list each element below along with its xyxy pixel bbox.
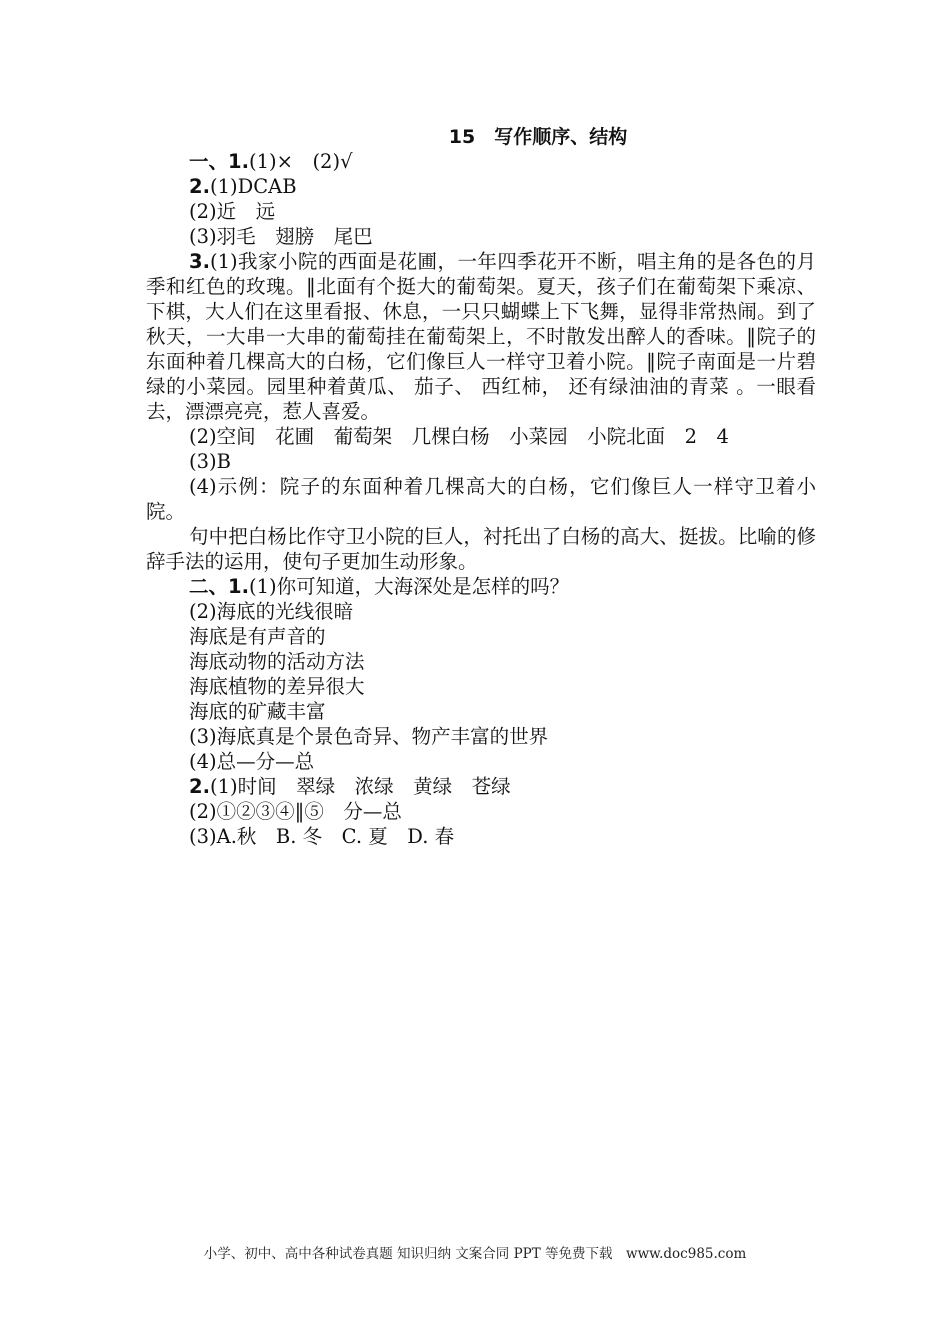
section1-q3-answer-2: (2)空间 花圃 葡萄架 几棵白杨 小菜园 小院北面 2 4 <box>189 425 729 448</box>
section2-q1-answer-2a: (2)海底的光线很暗 <box>189 600 354 623</box>
section1-q2-answer-1: (1)DCAB <box>209 175 297 198</box>
section2-q2 <box>146 774 816 799</box>
section2-q1-answer-2c: 海底动物的活动方法 <box>189 650 365 673</box>
section2-q1-answer-2d: 海底植物的差异很大 <box>189 675 365 698</box>
section1-q3-answer-1: (1)我家小院的西面是花圃，一年四季花开不断，唱主角的是各色的月季和红色的玫瑰。‖北面有个挺大的葡萄架。夏天，孩子们在葡萄架下乘凉、下棋，大人们在这里看报、休息，一只只蝴蝶上下飞舞，显得非常热闹。到了秋天，一大串一大串的葡萄挂在葡萄架上，不时散发出醉人的香味。‖院子的东面种着几棵高大的白杨，它们像巨人一样守卫着小院。‖院子南面是一片碧绿的小菜园。园里种着黄瓜、 茄子、 西红柿， 还有绿油油的青菜 。一眼看去，漂漂亮亮，惹人喜爱。 <box>146 250 816 423</box>
section1-q3-answer-4-explanation: 句中把白杨比作守卫小院的巨人，衬托出了白杨的高大、挺拔。比喻的修辞手法的运用，使句子更加生动形象。 <box>146 525 816 573</box>
section2-q1 <box>146 574 816 599</box>
page-footer: 小学、初中、高中各种试卷真题 知识归纳 文案合同 PPT 等免费下载 www.doc985.com <box>203 1246 747 1262</box>
section1-q1-number: 一、1. <box>189 150 249 173</box>
section2-q1-answer-4: (4)总—分—总 <box>189 750 315 773</box>
section1-q3-part1 <box>146 249 816 424</box>
section1-q2-answer-2: (2)近 远 <box>189 200 276 223</box>
section2-q1-answer-2b: 海底是有声音的 <box>189 625 326 648</box>
section2-q1-answer-1: (1)你可知道，大海深处是怎样的吗？ <box>248 575 570 598</box>
answer-content <box>146 149 816 849</box>
section1-q1-answer: (1)× (2)√ <box>248 150 353 173</box>
section1-q2-answer-3: (3)羽毛 翅膀 尾巴 <box>189 225 373 248</box>
section1-q2 <box>146 174 816 199</box>
section1-q3-answer-4: (4)示例：院子的东面种着几棵高大的白杨，它们像巨人一样守卫着小院。 <box>146 475 816 523</box>
section1-q2-number: 2. <box>189 175 210 198</box>
page-title: 15 写作顺序、结构 <box>448 126 628 148</box>
section2-q2-answer-1: (1)时间 翠绿 浓绿 黄绿 苍绿 <box>209 775 511 798</box>
section2-q1-answer-3: (3)海底真是个景色奇异、物产丰富的世界 <box>189 725 549 748</box>
section1-q3-number: 3. <box>189 250 210 273</box>
section2-q1-number: 二、1. <box>189 575 249 598</box>
section2-q2-number: 2. <box>189 775 210 798</box>
section1-q1 <box>146 149 816 174</box>
section1-q3-answer-3: (3)B <box>189 450 231 473</box>
section2-q2-answer-3: (3)A.秋 B. 冬 C. 夏 D. 春 <box>189 825 455 848</box>
section2-q2-answer-2: (2)①②③④‖⑤ 分—总 <box>189 800 402 823</box>
section2-q1-answer-2e: 海底的矿藏丰富 <box>189 700 326 723</box>
